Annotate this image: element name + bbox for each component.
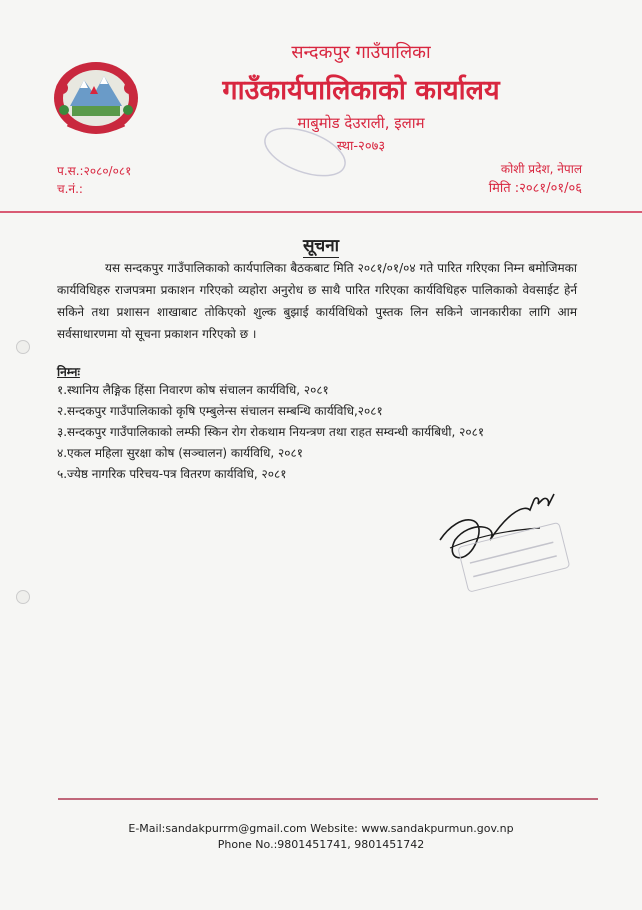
- list-item: १.स्थानिय लैङ्गिक हिंसा निवारण कोष संचालन कार्यविधि, २०८१: [57, 383, 329, 397]
- punch-hole: [16, 340, 30, 354]
- dispatch-number: च.नं.:: [57, 182, 83, 196]
- list-item: २.सन्दकपुर गाउँपालिकाको कृषि एम्बुलेन्स संचालन सम्बन्धि कार्यविधि,२०८१: [57, 404, 383, 418]
- list-item: ३.सन्दकपुर गाउँपालिकाको लम्फी स्किन रोग रोकथाम नियन्त्रण तथा राहत सम्वन्धी कार्यबिधी, २०८१: [57, 425, 485, 439]
- footer-contact-phone: Phone No.:9801451741, 9801451742: [217, 838, 425, 851]
- list-heading: निम्नः: [57, 365, 80, 379]
- footer-contact-email: E-Mail:sandakpurrm@gmail.com Website: www.sandakpurmun.gov.np: [128, 822, 514, 835]
- office-address: माबुमोड देउराली, इलाम: [297, 114, 425, 132]
- office-established: स्था-२०७३: [336, 139, 386, 154]
- punch-hole: [16, 590, 30, 604]
- office-name: गाउँकार्यपालिकाको कार्यालय: [222, 75, 500, 106]
- footer-divider: [58, 798, 598, 800]
- notice-title-text: सूचना: [302, 236, 340, 256]
- list-item: ४.एकल महिला सुरक्षा कोष (सञ्चालन) कार्यविधि, २०८१: [57, 446, 303, 460]
- list-item: ५.ज्येष्ठ नागरिक परिचय-पत्र वितरण कार्यविधि, २०८१: [57, 467, 287, 481]
- province-label: कोशी प्रदेश, नेपाल: [500, 162, 582, 176]
- reference-number: प.स.:२०८०/०८१: [57, 164, 132, 178]
- header-divider: [0, 211, 642, 213]
- letter-date: मिति :२०८१/०१/०६: [488, 181, 582, 196]
- notice-title: [0, 233, 642, 256]
- notice-body: यस सन्दकपुर गाउँपालिकाको कार्यपालिका बैठकबाट मिति २०८१/०१/०४ गते पारित गरिएका निम्न बमोजिमका कार्यविधिहरु राजपत्रमा प्रकाशन गरिएको व्यहोरा अनुरोध छ साथै पारित गरिएका कार्यविधिहरु पालिकाको वेवसाईट हेर्न सकिने तथा प्रशासन शाखाबाट तोकिएको शुल्क बुझाई कार्यविधिको पुस्तक लिन सकिने जानकारीका लागि आम सर्वसाधारणमा यो सूचना प्रकाशन गरिएको छ ।: [57, 261, 577, 341]
- municipality-name: सन्दकपुर गाउँपालिका: [291, 42, 431, 63]
